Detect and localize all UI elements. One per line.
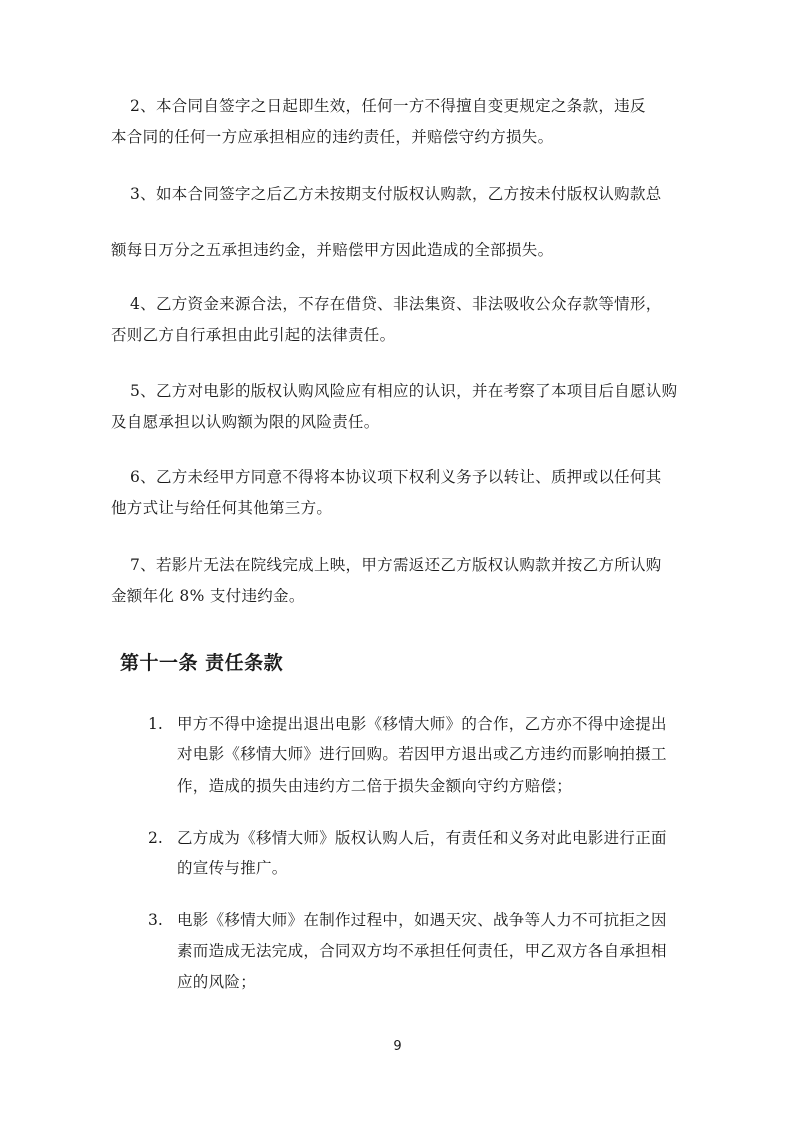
clause-6-line-1: 6、乙方未经甲方同意不得将本协议项下权利义务予以转让、质押或以任何其 xyxy=(130,468,662,486)
item-1-line-3: 作，造成的损失由违约方二倍于损失金额向守约方赔偿； xyxy=(177,777,573,795)
item-2-line-2: 的宣传与推广。 xyxy=(177,859,288,877)
item-3-line-2: 素而造成无法完成，合同双方均不承担任何责任，甲乙双方各自承担相 xyxy=(177,942,667,960)
clause-3-line-1: 3、如本合同签字之后乙方未按期支付版权认购款，乙方按未付版权认购款总 xyxy=(130,185,662,203)
clause-2-line-2: 本合同的任何一方应承担相应的违约责任，并赔偿守约方损失。 xyxy=(111,128,554,146)
item-2-line-1: 乙方成为《移情大师》版权认购人后，有责任和义务对此电影进行正面 xyxy=(177,829,667,847)
clause-4-line-1: 4、乙方资金来源合法，不存在借贷、非法集资、非法吸收公众存款等情形， xyxy=(130,295,662,313)
page-number: 9 xyxy=(393,1039,402,1054)
item-1-line-1: 甲方不得中途提出退出电影《移情大师》的合作，乙方亦不得中途提出 xyxy=(177,715,667,733)
clause-5-line-2: 及自愿承担以认购额为限的风险责任。 xyxy=(111,413,380,431)
clause-7-line-1: 7、若影片无法在院线完成上映，甲方需返还乙方版权认购款并按乙方所认购 xyxy=(130,556,662,574)
clause-3-line-2: 额每日万分之五承担违约金，并赔偿甲方因此造成的全部损失。 xyxy=(111,241,554,259)
item-3-line-3: 应的风险； xyxy=(177,973,257,991)
clause-2-line-1: 2、本合同自签字之日起即生效，任何一方不得擅自变更规定之条款，违反 xyxy=(130,97,646,115)
item-number: 1. xyxy=(148,715,163,733)
item-1-line-2: 对电影《移情大师》进行回购。若因甲方退出或乙方违约而影响拍摄工 xyxy=(177,745,667,763)
item-3-line-1: 电影《移情大师》在制作过程中，如遇天灾、战争等人力不可抗拒之因 xyxy=(177,911,667,929)
clause-4-line-2: 否则乙方自行承担由此引起的法律责任。 xyxy=(111,326,396,344)
clause-5-line-1: 5、乙方对电影的版权认购风险应有相应的认识，并在考察了本项目后自愿认购 xyxy=(130,382,678,400)
clause-6-line-2: 他方式让与给任何其他第三方。 xyxy=(111,499,333,517)
clause-7-line-2: 金额年化 8% 支付违约金。 xyxy=(111,587,305,605)
item-number: 3. xyxy=(148,911,163,929)
item-number: 2. xyxy=(148,829,163,847)
section-heading: 第十一条 责任条款 xyxy=(120,652,284,674)
